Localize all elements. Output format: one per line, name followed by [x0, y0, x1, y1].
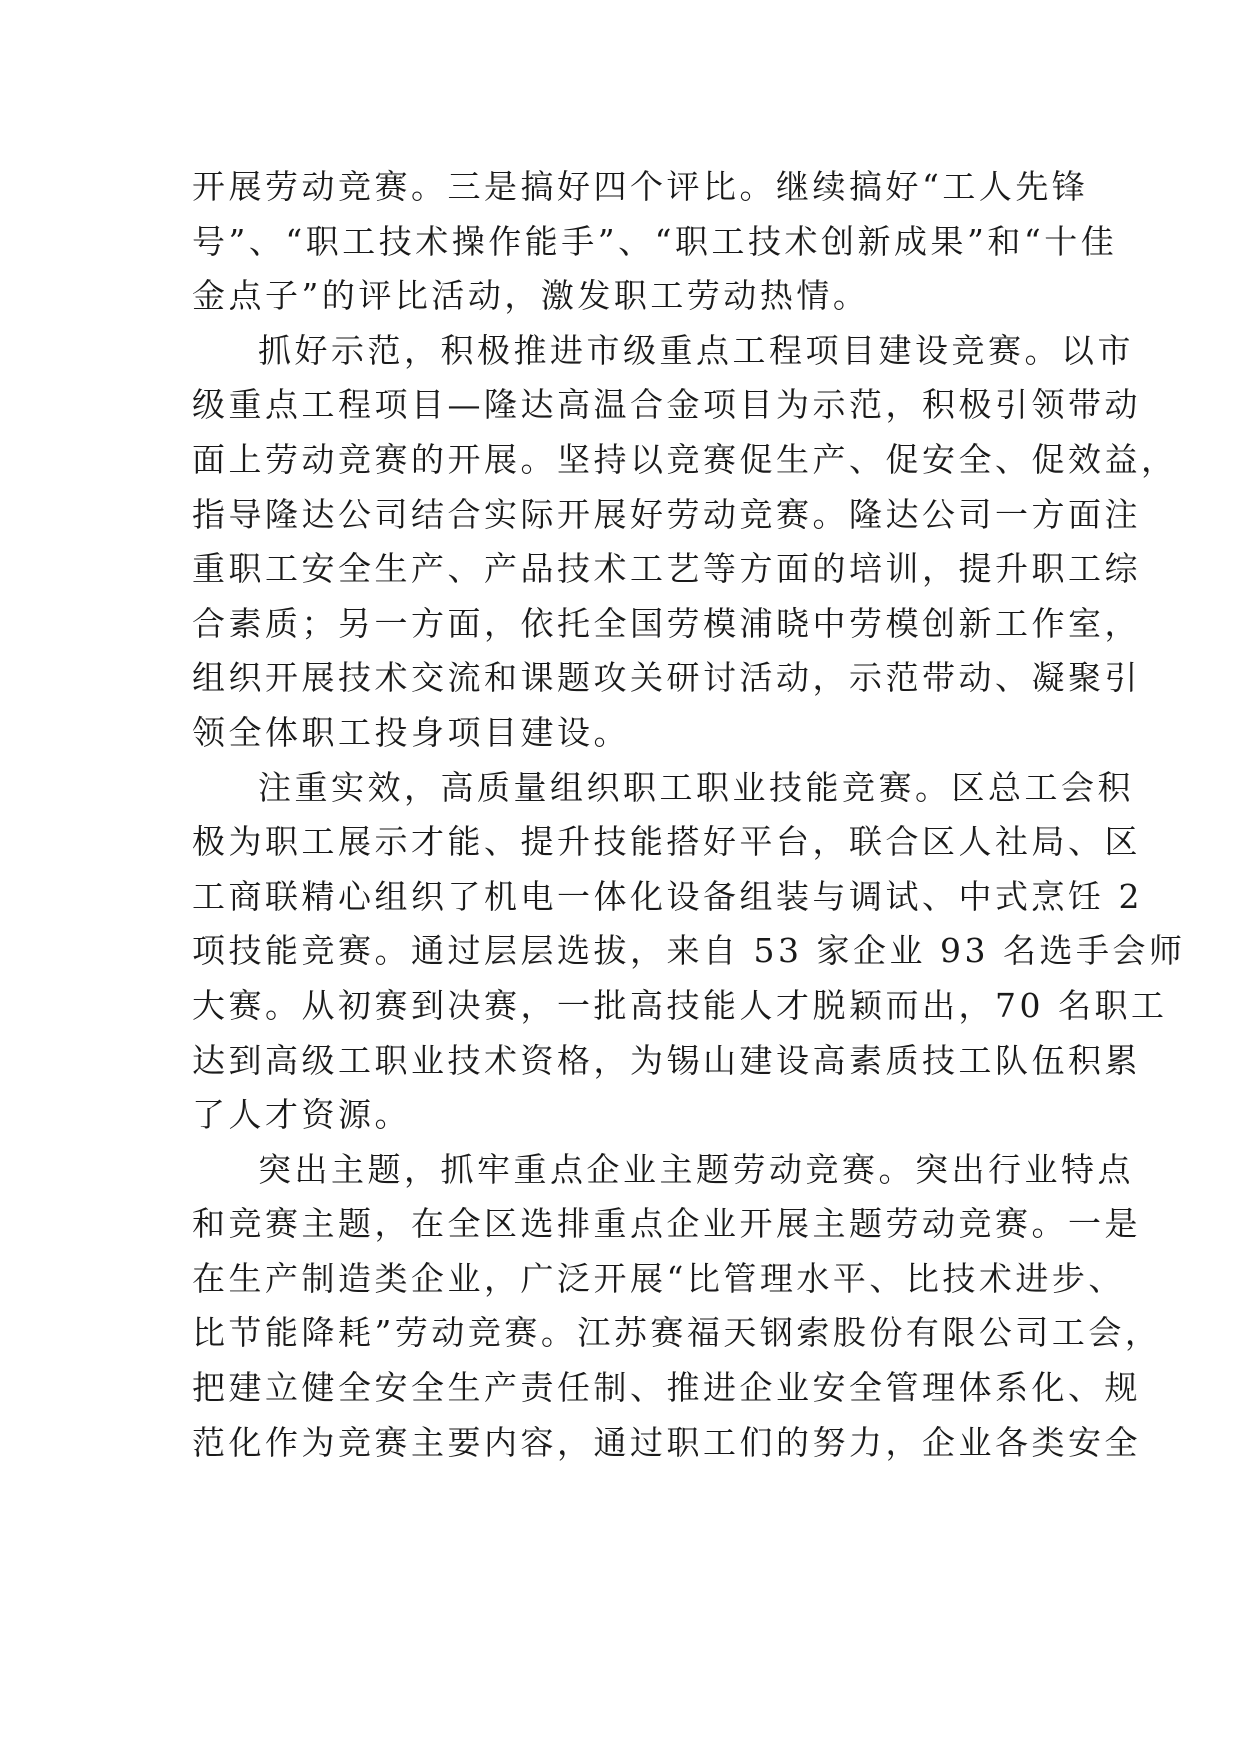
- text-line: 领全体职工投身项目建设。: [192, 712, 630, 752]
- text-line: 把建立健全安全生产责任制、推进企业安全管理体系化、规: [192, 1368, 1141, 1408]
- text-line: 工商联精心组织了机电一体化设备组装与调试、中式烹饪 2: [192, 876, 1143, 916]
- text-line: 金点子”的评比活动，激发职工劳动热情。: [192, 276, 870, 316]
- paragraph-1: [192, 160, 1118, 324]
- text-line: 指导隆达公司结合实际开展好劳动竞赛。隆达公司一方面注: [192, 494, 1141, 534]
- text-line: 突出主题，抓牢重点企业主题劳动竞赛。突出行业特点: [258, 1149, 1134, 1189]
- text-line: 开展劳动竞赛。三是搞好四个评比。继续搞好“工人先锋: [192, 167, 1089, 206]
- text-line: 重职工安全生产、产品技术工艺等方面的培训，提升职工综: [192, 549, 1141, 589]
- text-line: 项技能竞赛。通过层层选拔，来自 53 家企业 93 名选手会师: [192, 931, 1186, 971]
- text-line: 大赛。从初赛到决赛，一批高技能人才脱颖而出，70 名职工: [192, 985, 1168, 1025]
- text-line: 和竞赛主题，在全区选排重点企业开展主题劳动竞赛。一是: [192, 1204, 1141, 1244]
- paragraph-3: [192, 761, 1186, 1143]
- text-line: 范化作为竞赛主要内容，通过职工们的努力，企业各类安全: [192, 1422, 1141, 1462]
- text-line: 了人才资源。: [192, 1095, 411, 1135]
- text-line: 极为职工展示才能、提升技能搭好平台，联合区人社局、区: [192, 822, 1141, 862]
- paragraph-2: [192, 324, 1178, 761]
- document-body: [192, 160, 1186, 1470]
- text-line: 号”、“职工技术操作能手”、“职工技术创新成果”和“十佳: [192, 221, 1118, 261]
- text-line: 面上劳动竞赛的开展。坚持以竞赛促生产、促安全、促效益，: [192, 439, 1178, 479]
- text-line: 抓好示范，积极推进市级重点工程项目建设竞赛。以市: [258, 330, 1134, 370]
- text-line: 在生产制造类企业，广泛开展“比管理水平、比技术进步、: [192, 1258, 1125, 1298]
- text-line: 级重点工程项目—隆达高温合金项目为示范，积极引领带动: [192, 385, 1141, 425]
- text-line: 注重实效，高质量组织职工职业技能竞赛。区总工会积: [258, 767, 1134, 807]
- text-line: 比节能降耗”劳动竞赛。江苏赛福天钢索股份有限公司工会，: [192, 1313, 1162, 1353]
- text-line: 合素质；另一方面，依托全国劳模浦晓中劳模创新工作室，: [192, 603, 1141, 643]
- text-line: 达到高级工职业技术资格，为锡山建设高素质技工队伍积累: [192, 1040, 1141, 1080]
- paragraph-4: [192, 1143, 1162, 1471]
- text-line: 组织开展技术交流和课题攻关研讨活动，示范带动、凝聚引: [192, 658, 1141, 698]
